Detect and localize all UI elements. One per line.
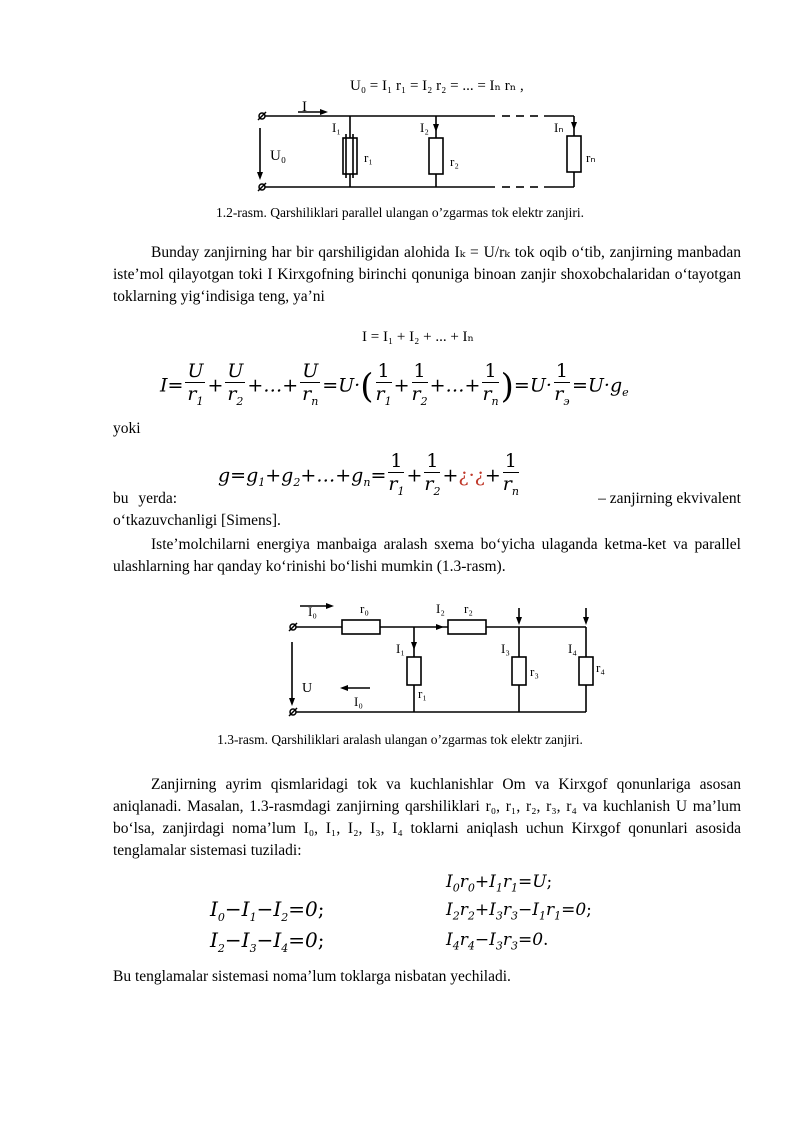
fig13-label-r4: r₄	[596, 660, 605, 675]
fig13-label-r3: r₃	[530, 664, 539, 679]
paragraph-2-cont: o‘tkazuvchanligi [Simens].	[113, 512, 281, 529]
equation-kirchhoff-3: $I_0r_0+I_1r_1=U$;	[446, 872, 553, 895]
fig13-label-i1: I₁	[396, 641, 405, 656]
equation-current-sum: I = I₁ + I₂ + ... + Iₙ	[362, 329, 475, 345]
paragraph-5	[113, 966, 741, 988]
equation-kirchhoff-4: $I_2r_2+I_3r_3-I_1r_1=0$;	[446, 900, 592, 923]
fig13-label-r2: r₂	[464, 601, 473, 616]
paragraph-1-text: Bunday zanjirning har bir qarshiligidan alohida Iₖ = U/rₖ tok oqib o‘tib, zanjirning manbadan iste’mol qilayotgan toki I Kirxgofning birinchi qonuniga binoan zanjir shoxobchalaridan o‘tayotgan toklarning yig‘indisiga teng, ya’ni	[113, 244, 741, 305]
figure-1-3-circuit	[280, 598, 610, 724]
fig12-label-r2: r₂	[450, 154, 459, 169]
fig13-label-u: U	[302, 681, 313, 696]
figure-1-2-caption: 1.2-rasm. Qarshiliklari parallel ulangan o’zgarmas tok elektr zanjiri.	[215, 205, 585, 220]
bu-yerda-text: bu yerda:	[113, 490, 178, 507]
fig12-label-i1: I₁	[332, 120, 341, 135]
paragraph-4	[113, 774, 741, 862]
fig12-label-u0: U₀	[270, 148, 287, 164]
fig13-label-i2: I₂	[436, 601, 445, 616]
equation-conductance-sum: $g=g_1+g_2+\dots+g_n=$ $\frac{1}{r_1}$ + $\frac{1}{r_2}$ +¿·¿+ $\frac{1}{r_n}$	[218, 450, 519, 498]
figure-1-2-circuit	[240, 98, 600, 198]
fig13-label-r0: r₀	[360, 601, 369, 616]
fig12-label-i: I	[302, 99, 307, 115]
equation-current-conductance: I= $\frac{U}{r_1}$ + $\frac{U}{r_2}$ +…+ $\frac{U}{r_n}$ =U·( $\frac{1}{r_1}$ + $\frac{1}{r_2}$ +…+ $\frac{1}{r_n}$ )=U· $\frac{1}{r_э}$ $=U\cdot g_e$	[160, 360, 629, 408]
fig13-label-i3: I₃	[501, 641, 510, 656]
fig13-label-i4: I₄	[568, 641, 577, 656]
fig13-label-i0-bottom: I₀	[354, 694, 363, 709]
fig12-label-r1: r₁	[364, 150, 373, 165]
equation-kirchhoff-2: $I_2-I_3-I_4=0$;	[210, 928, 325, 955]
yoki-text: yoki	[113, 420, 141, 437]
equation-kirchhoff-5: $I_4r_4-I_3r_3=0$.	[446, 930, 549, 953]
fig12-label-in: Iₙ	[554, 120, 564, 135]
fig12-label-rn: rₙ	[586, 150, 596, 165]
fig13-label-r1: r₁	[418, 686, 427, 701]
figure-1-2-formula: U₀ = I₁ r₁ = I₂ r₂ = ... = Iₙ rₙ ,	[350, 78, 524, 94]
fig13-label-i0-top: I₀	[308, 604, 317, 619]
paragraph-5-text: Bu tenglamalar sistemasi noma’lum toklarga nisbatan yechiladi.	[113, 968, 511, 985]
equivalent-text: – zanjirning ekvivalent	[598, 490, 741, 507]
figure-1-3-caption: 1.3-rasm. Qarshiliklari aralash ulangan o’zgarmas tok elektr zanjiri.	[217, 732, 583, 747]
paragraph-1	[113, 242, 741, 308]
paragraph-4-text: Zanjirning ayrim qismlaridagi tok va kuchlanishlar Om va Kirxgof qonunlariga asosan aniqlanadi. Masalan, 1.3-rasmdagi zanjirning qarshiliklari r₀, r₁, r₂, r₃, r₄ va kuchlanish U ma’lum bo‘lsa, zanjirdagi noma’lum I₀, I₁, I₂, I₃, I₄ toklarni aniqlash uchun Kirxgof qonunlari asosida tenglamalar sistemasi tuziladi:	[113, 776, 741, 859]
paragraph-3	[113, 534, 741, 578]
fig12-label-i2: I₂	[420, 120, 429, 135]
paragraph-3-text: Iste’molchilarni energiya manbaiga aralash sxema bo‘yicha ulaganda ketma-ket va parallel ulashlarning har qanday ko‘rinishi bo‘lishi mumkin (1.3-rasm).	[113, 536, 741, 575]
equation-kirchhoff-1: $I_0-I_1-I_2=0$;	[210, 897, 325, 924]
